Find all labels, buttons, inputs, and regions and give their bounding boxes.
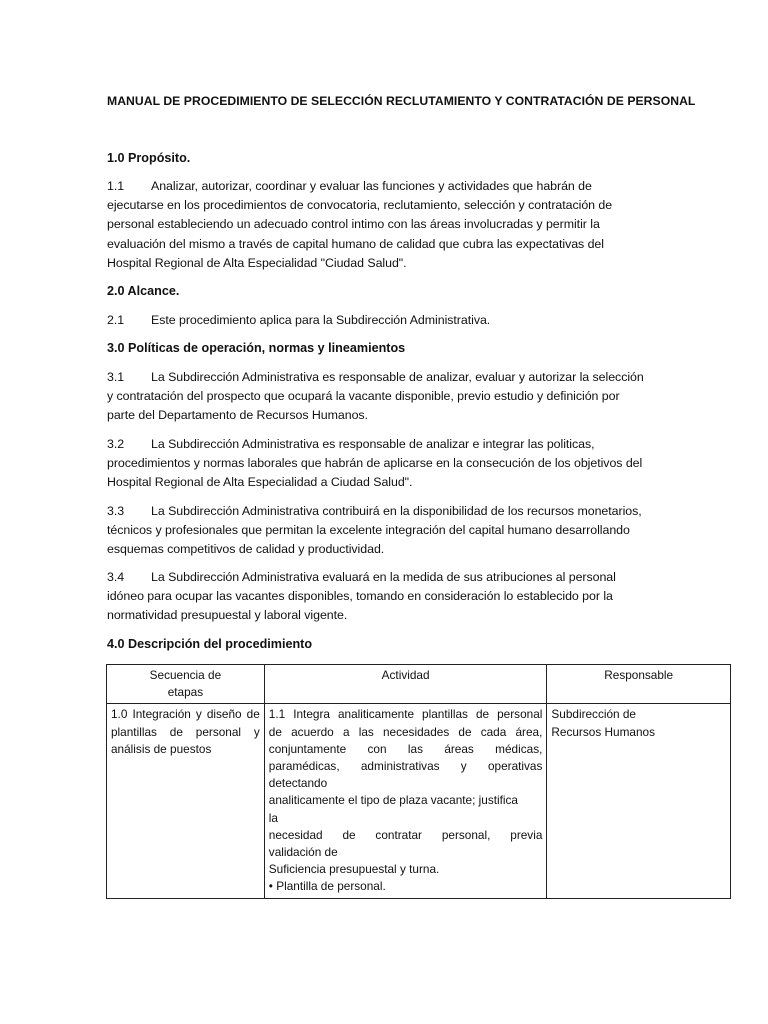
section-heading-policies: 3.0 Políticas de operación, normas y lineamientos [107,341,406,355]
header-sequence [107,665,265,704]
section-heading-purpose: 1.0 Propósito. [107,151,191,165]
header-responsible-label: Responsable [604,668,674,682]
paragraph-line: ejecutarse en los procedimientos de convocatoria, reclutamiento, selección y contratación de [107,198,613,213]
activity-line: de acuerdo a las necesidades de cada área, [268,724,543,739]
paragraph-3-1 [107,368,667,426]
table-header-row [107,665,731,704]
paragraph-line: La Subdirección Administrativa evaluará en la medida de sus atribuciones al personal [151,570,616,584]
paragraph-number: 1.1 [107,179,125,193]
activity-line: conjuntamente con las áreas médicas, [268,741,543,756]
paragraph-number: 3.3 [107,504,125,518]
paragraph-line: Hospital Regional de Alta Especialidad a Ciudad Salud". [107,475,413,490]
paragraph-line: parte del Departamento de Recursos Humanos. [107,408,368,423]
paragraph-line: esquemas competitivos de calidad y productividad. [107,542,385,557]
paragraph-line: evaluación del mismo a través de capital humano de calidad que cubra las expectativas del [107,236,604,251]
paragraph-3-2 [107,435,667,493]
cell-activity [264,704,547,898]
header-responsible [547,665,731,704]
responsible-line: Recursos Humanos [551,724,655,739]
activity-line: validación de [268,845,338,860]
activity-line: detectando [268,776,328,791]
paragraph-3-3 [107,502,667,560]
sequence-text: 1.0 Integración y diseño de plantillas de personal y análisis de puestos [111,707,260,756]
activity-line: analiticamente el tipo de plaza vacante; justifica [268,793,518,808]
paragraph-line: procedimientos y normas laborales que habrán de aplicarse en la consecución de los objetivos del [107,456,643,471]
paragraph-number: 3.2 [107,437,125,451]
activity-line: 1.1 Integra analiticamente plantillas de personal [268,707,543,722]
paragraph-line: Hospital Regional de Alta Especialidad "Ciudad Salud". [107,255,407,270]
paragraph-line: idóneo para ocupar las vacantes disponibles, tomando en consideración lo establecido por la [107,589,613,604]
activity-line: paramédicas, administrativas y operativas [268,759,543,774]
paragraph-3-4 [107,568,667,626]
activity-line: Suficiencia presupuestal y turna. [268,862,440,877]
section-heading-scope: 2.0 Alcance. [107,284,180,298]
header-activity-label: Actividad [381,668,430,682]
table-row [107,704,731,898]
paragraph-line: La Subdirección Administrativa es responsable de analizar e integrar las politicas, [151,437,595,451]
paragraph-line: normatividad presupuestal y laboral vigente. [107,608,348,623]
paragraph-line: técnicos y profesionales que permitan la excelente integración del capital humano desarrollando [107,523,630,538]
paragraph-line: La Subdirección Administrativa contribuirá en la disponibilidad de los recursos monetarios, [151,504,642,518]
header-sequence-line: Secuencia de [149,668,222,682]
cell-responsible [547,704,731,898]
paragraph-line: y contratación del prospecto que ocupará la vacante disponible, previo estudio y definición por [107,389,620,404]
header-activity [264,665,547,704]
section-heading-description: 4.0 Descripción del procedimiento [107,637,313,651]
paragraph-2-1 [107,311,667,330]
activity-line: la [268,810,278,825]
activity-line: necesidad de contratar personal, previa [268,827,543,842]
responsible-line: Subdirección de [551,707,636,722]
paragraph-number: 3.4 [107,570,125,584]
paragraph-line: Analizar, autorizar, coordinar y evaluar las funciones y actividades que habrán de [151,179,592,193]
activity-line: • Plantilla de personal. [268,879,386,894]
header-sequence-line: etapas [167,685,204,700]
cell-sequence [107,704,265,898]
paragraph-1-1 [107,177,667,273]
paragraph-number: 3.1 [107,370,125,384]
paragraph-number: 2.1 [107,313,125,327]
paragraph-line: La Subdirección Administrativa es responsable de analizar, evaluar y autorizar la selección [151,370,644,384]
procedure-table [106,664,731,899]
paragraph-line: personal estableciendo un adecuado control intimo con las áreas involucradas y permitir la [107,217,600,232]
paragraph-line: Este procedimiento aplica para la Subdirección Administrativa. [151,313,491,327]
document-title: MANUAL DE PROCEDIMIENTO DE SELECCIÓN RECLUTAMIENTO Y CONTRATACIÓN DE PERSONAL [107,94,696,108]
